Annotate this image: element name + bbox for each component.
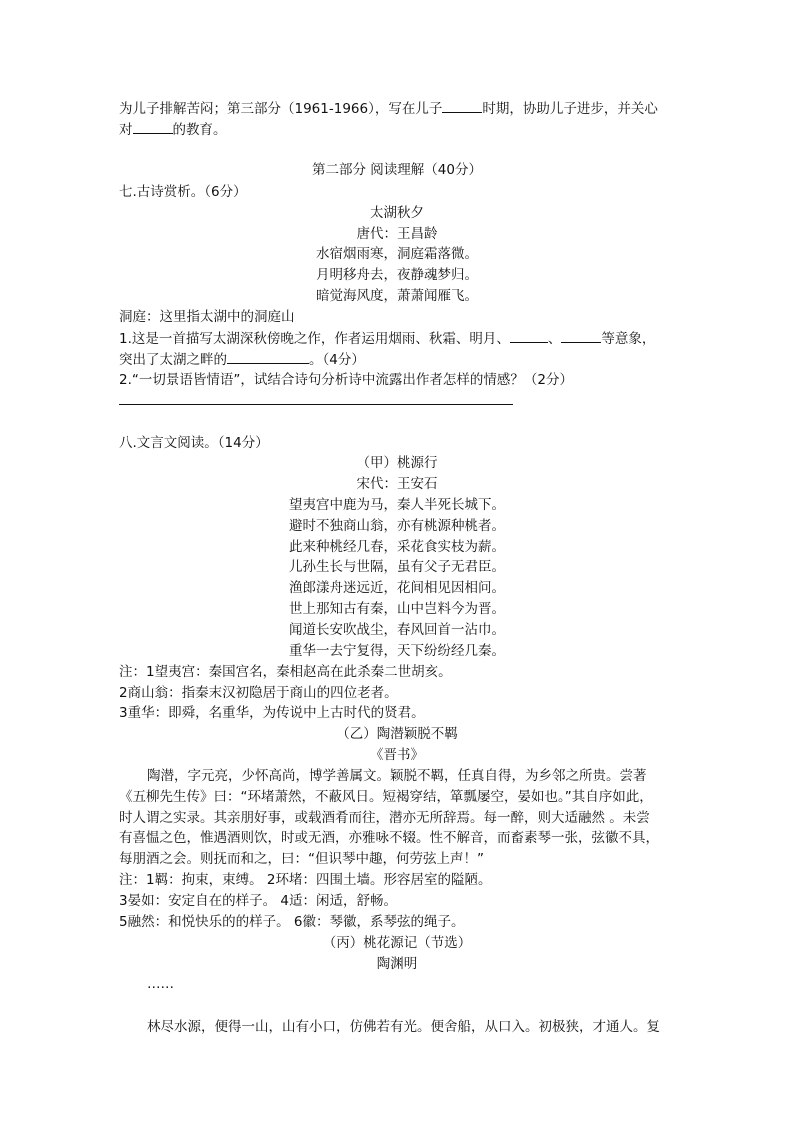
note-line: 注：1羁：拘束，束缚。 2环堵：四围土墙。形容居室的隘陋。 — [119, 872, 492, 888]
poem-line: 闻道长安吹战尘，春风回首一沾巾。 — [289, 622, 505, 638]
poem-line: 暗觉海风度，萧萧闻雁飞。 — [316, 288, 478, 304]
poem-author: 宋代：王安石 — [356, 476, 438, 492]
question-text: 等意象， — [601, 331, 656, 347]
passage-line: 有喜愠之色，惟遇酒则饮，时或无酒，亦雅咏不辍。性不解音，而畜素琴一张，弦徽不具， — [119, 830, 659, 846]
section-heading: 八.文言文阅读。（14分） — [119, 435, 269, 451]
question-text: 。（4分） — [309, 352, 365, 368]
note-line: 2商山翁：指秦末汉初隐居于商山的四位老者。 — [119, 685, 398, 701]
intro-line-2 — [119, 119, 227, 140]
question-text: 1.这是一首描写太湖深秋傍晚之作，作者运用烟雨、秋霜、明月、 — [119, 331, 510, 347]
question-2: 2.“一切景语皆情语”，试结合诗句分析诗中流露出作者怎样的情感？（2分） — [119, 372, 573, 388]
passage-line: 每朋酒之会。则抚而和之，曰：“但识琴中趣，何劳弦上声！” — [119, 851, 484, 867]
intro-text: 为儿子排解苦闷；第三部分（1961-1966），写在儿子 — [119, 101, 443, 117]
answer-blank[interactable] — [561, 328, 601, 343]
question-1-cont — [119, 349, 365, 370]
intro-text: 对 — [119, 122, 133, 138]
poem-line: 此来种桃经几春，采花食实枝为薪。 — [289, 539, 505, 555]
question-1 — [119, 328, 655, 349]
passage-line: 林尽水源，便得一山，山有小口，仿佛若有光。便舍船，从口入。初极狭，才通人。复 — [147, 1019, 660, 1035]
poem-author: 唐代：王昌龄 — [356, 226, 438, 242]
question-text: 、 — [547, 331, 562, 347]
ellipsis: …… — [147, 976, 174, 992]
poem-title: （甲）桃源行 — [356, 455, 438, 471]
poem-line: 重华一去宁复得，天下纷纷经几秦。 — [289, 643, 505, 659]
answer-line[interactable] — [119, 404, 513, 405]
passage-line: 《五柳先生传》曰：“环堵萧然，不蔽风日。短褐穿结，箪瓢屡空，晏如也。”其自序如此， — [119, 789, 653, 805]
note-line: 5融然：和悦快乐的的样子。 6徽：琴徽，系琴弦的绳子。 — [119, 914, 465, 930]
passage-line: 陶潜，字元亮，少怀高尚，博学善属文。颖脱不羁，任真自得，为乡邻之所贵。尝著 — [147, 768, 647, 784]
poem-line: 世上那知古有秦，山中岂料今为晋。 — [289, 601, 505, 617]
passage-title: （乙）陶潜颖脱不羁 — [336, 726, 458, 742]
note-line: 注：1望夷宫：秦国宫名，秦相赵高在此杀秦二世胡亥。 — [119, 664, 452, 680]
answer-blank[interactable] — [227, 349, 309, 364]
note-line: 3晏如：安定自在的样子。 4适：闲适，舒畅。 — [119, 893, 397, 909]
note-line: 3重华：即舜，名重华，为传说中上古时代的贤君。 — [119, 705, 425, 721]
section-heading: 七.古诗赏析。（6分） — [119, 184, 247, 200]
intro-text: 的教育。 — [172, 122, 227, 138]
poem-line: 避时不独商山翁，亦有桃源种桃者。 — [289, 518, 505, 534]
poem-line: 儿孙生长与世隔，虽有父子无君臣。 — [289, 559, 505, 575]
passage-source: 《晋书》 — [370, 747, 424, 763]
question-text: 突出了太湖之畔的 — [119, 352, 227, 368]
poem-line: 水宿烟雨寒，洞庭霜落微。 — [316, 246, 478, 262]
passage-author: 陶渊明 — [376, 956, 418, 972]
poem-line: 望夷宫中鹿为马，秦人半死长城下。 — [289, 497, 505, 513]
intro-text: 时期，协助儿子进步，并关心 — [482, 101, 658, 117]
passage-line: 时人谓之实录。其亲朋好事，或载酒肴而往，潜亦无所辞焉。每一醉，则大适融然 。未尝 — [119, 810, 650, 826]
poem-line: 月明移舟去，夜静魂梦归。 — [316, 267, 478, 283]
answer-blank[interactable] — [510, 328, 548, 343]
answer-blank[interactable] — [442, 98, 482, 113]
poem-line: 渔郎漾舟迷远近，花间相见因相问。 — [289, 580, 505, 596]
poem-title: 太湖秋夕 — [370, 205, 424, 221]
answer-blank[interactable] — [133, 119, 173, 134]
poem-note: 洞庭：这里指太湖中的洞庭山 — [119, 309, 295, 325]
passage-title: （丙）桃花源记（节选） — [322, 935, 472, 951]
intro-line-1 — [119, 98, 658, 119]
part-title: 第二部分 阅读理解（40分） — [312, 162, 482, 178]
